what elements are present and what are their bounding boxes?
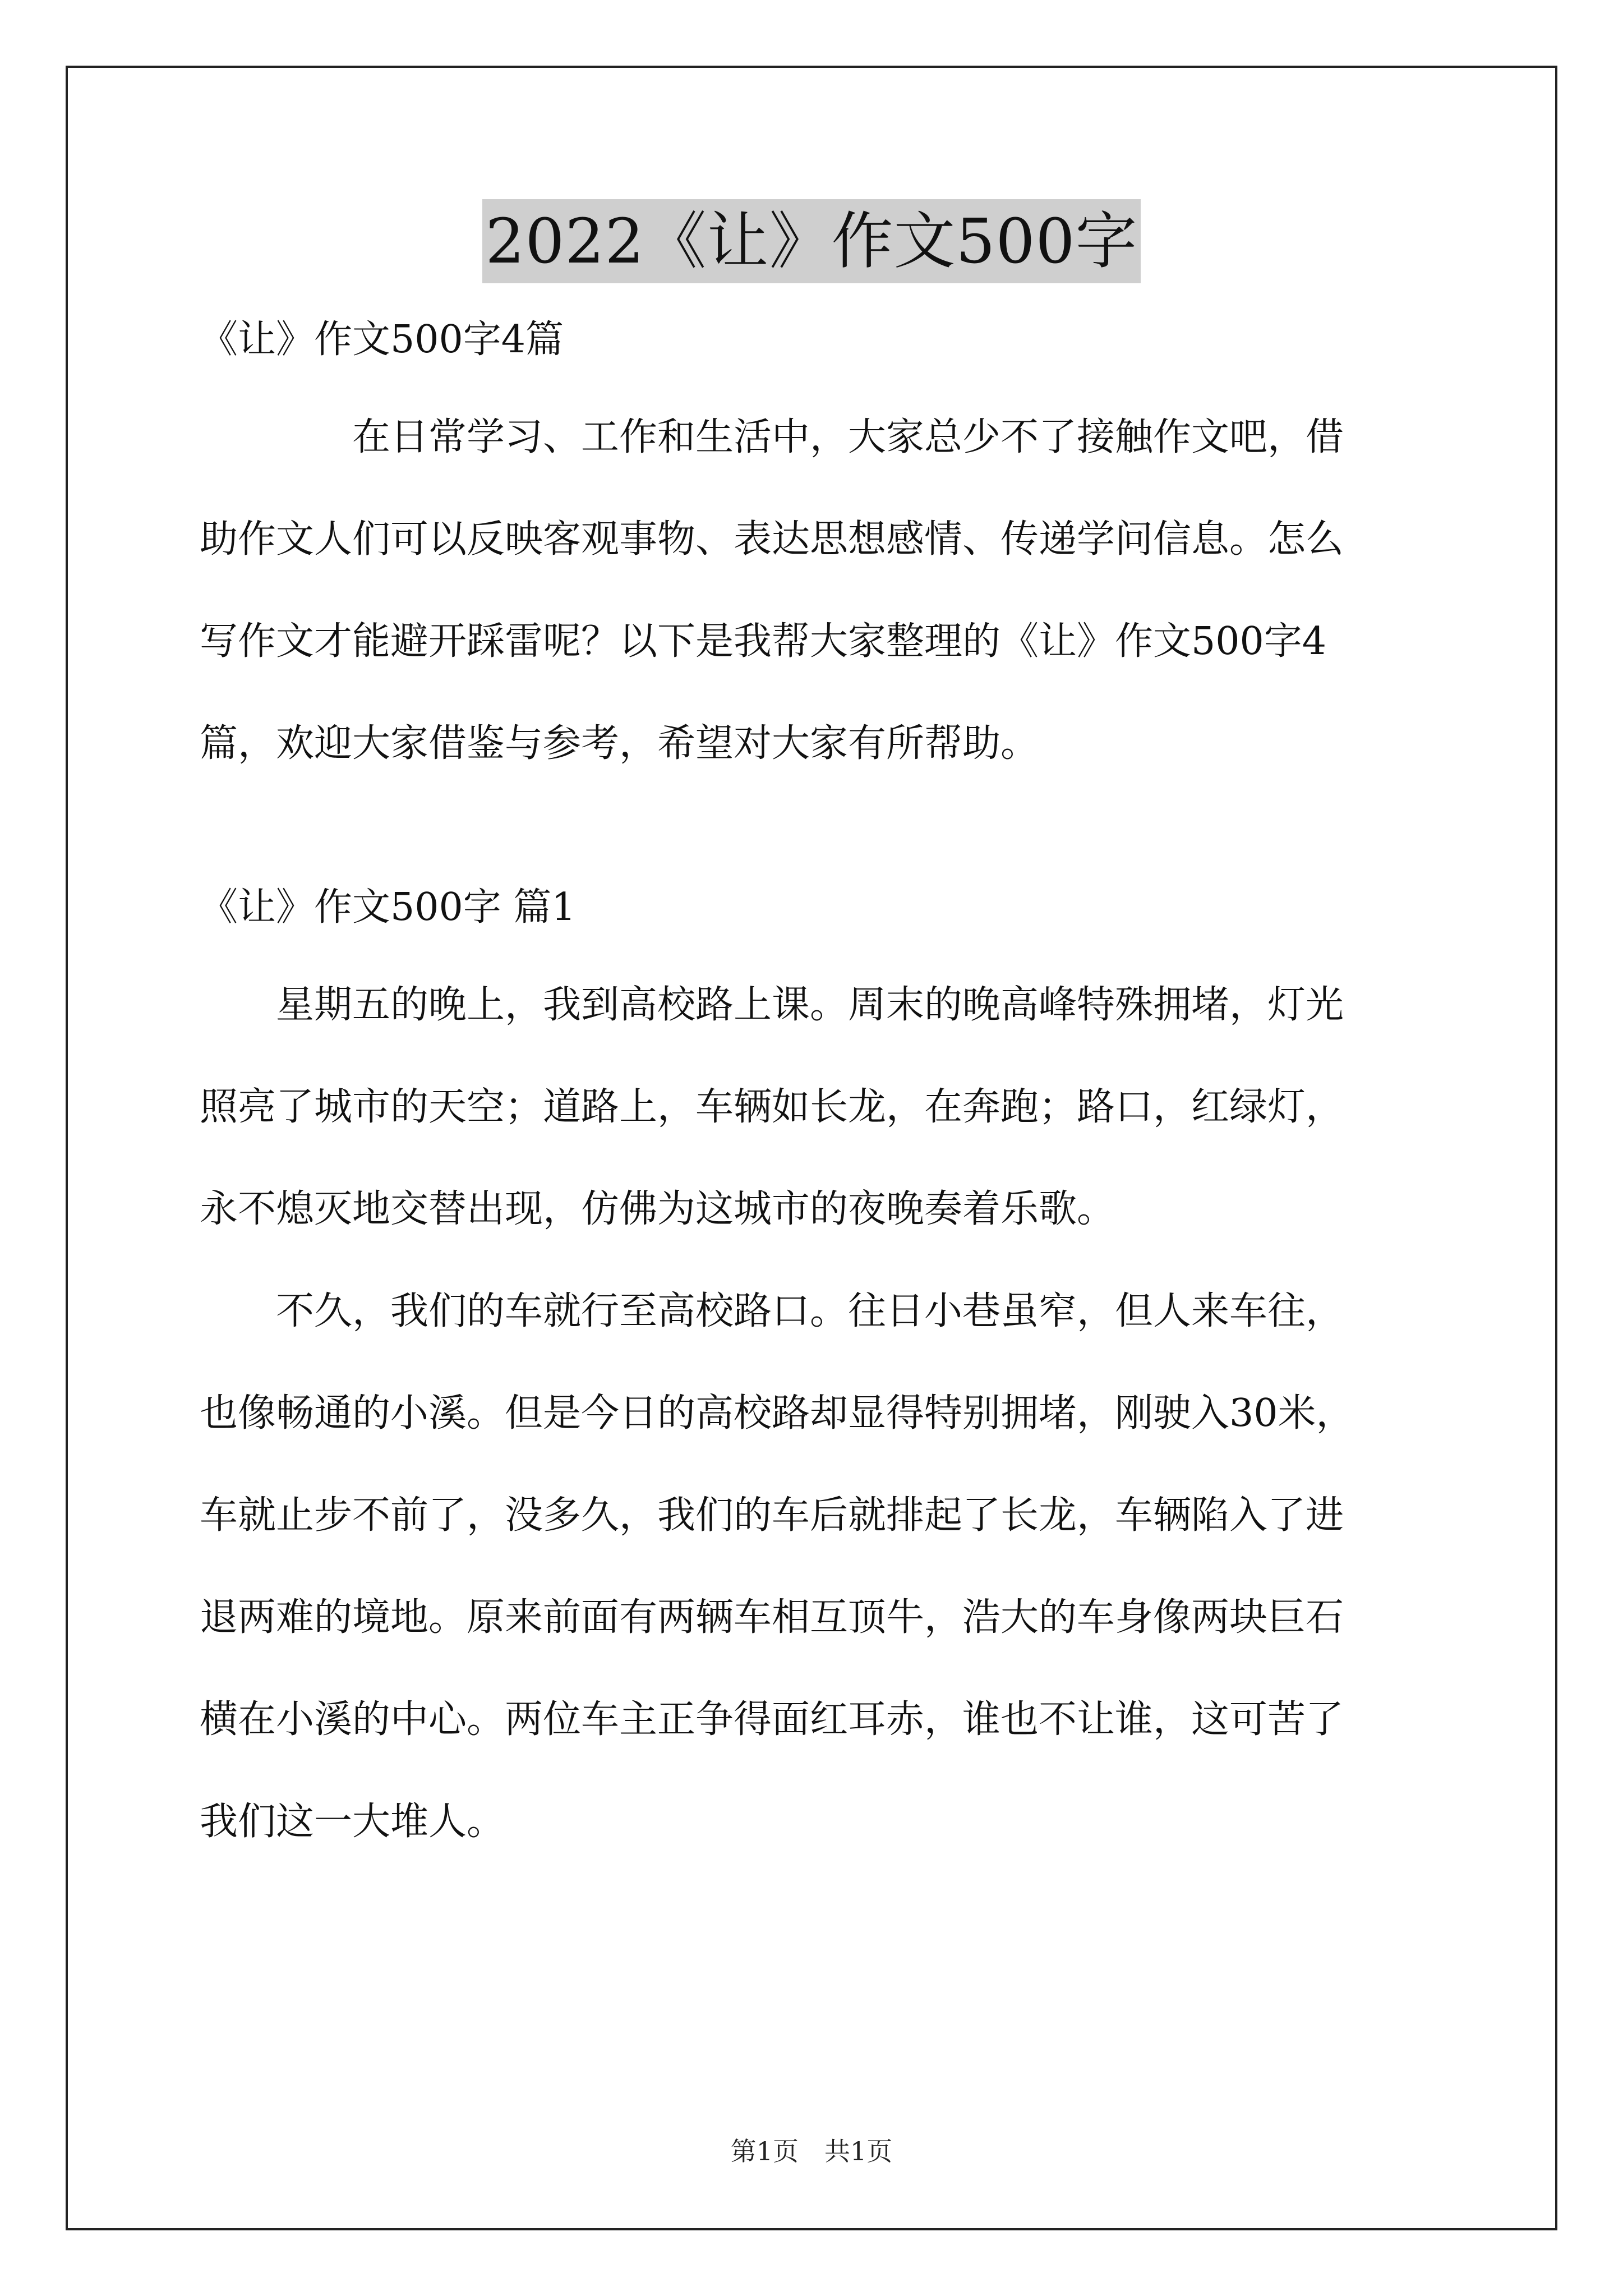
- paragraph-1: [200, 979, 1433, 1235]
- section-spacer: [200, 820, 1433, 882]
- paragraph-line: 星期五的晚上，我到高校路上课。周末的晚高峰特殊拥堵，灯光: [200, 983, 1344, 1027]
- paragraph-line: 车就止步不前了，没多久，我们的车后就排起了长龙，车辆陷入了进: [200, 1493, 1344, 1538]
- paragraph-line: 也像畅通的小溪。但是今日的高校路却显得特别拥堵，刚驶入30米，: [200, 1391, 1354, 1435]
- intro-line: 在日常学习、工作和生活中，大家总少不了接触作文吧，借: [200, 415, 1344, 459]
- paragraph-line: 照亮了城市的天空；道路上，车辆如长龙，在奔跑；路口，红绿灯，: [200, 1085, 1344, 1129]
- intro-line: 篇，欢迎大家借鉴与参考，希望对大家有所帮助。: [200, 721, 1039, 766]
- section-heading: 《让》作文500字 篇1: [200, 885, 576, 930]
- intro-line: 助作文人们可以反映客观事物、表达思想感情、传递学问信息。怎么: [200, 517, 1344, 562]
- page-footer: 第1页 共1页: [730, 2136, 893, 2166]
- document-title-block: [0, 199, 1623, 283]
- paragraph-line: 不久，我们的车就行至高校路口。往日小巷虽窄，但人来车往，: [200, 1289, 1344, 1333]
- document-body: [200, 314, 1433, 1898]
- intro-line: 写作文才能避开踩雷呢？以下是我帮大家整理的《让》作文500字4: [200, 619, 1327, 664]
- intro-paragraph: [200, 412, 1433, 769]
- document-title: 2022《让》作文500字: [482, 199, 1141, 283]
- paragraph-2: [200, 1286, 1433, 1847]
- paragraph-line: 我们这一大堆人。: [200, 1800, 505, 1844]
- paragraph-line: 永不熄灭地交替出现，仿佛为这城市的夜晚奏着乐歌。: [200, 1187, 1115, 1231]
- paragraph-line: 横在小溪的中心。两位车主正争得面红耳赤，谁也不让谁，这可苦了: [200, 1697, 1344, 1742]
- paragraph-line: 退两难的境地。原来前面有两辆车相互顶牛，浩大的车身像两块巨石: [200, 1595, 1344, 1640]
- document-subtitle: 《让》作文500字4篇: [200, 318, 564, 362]
